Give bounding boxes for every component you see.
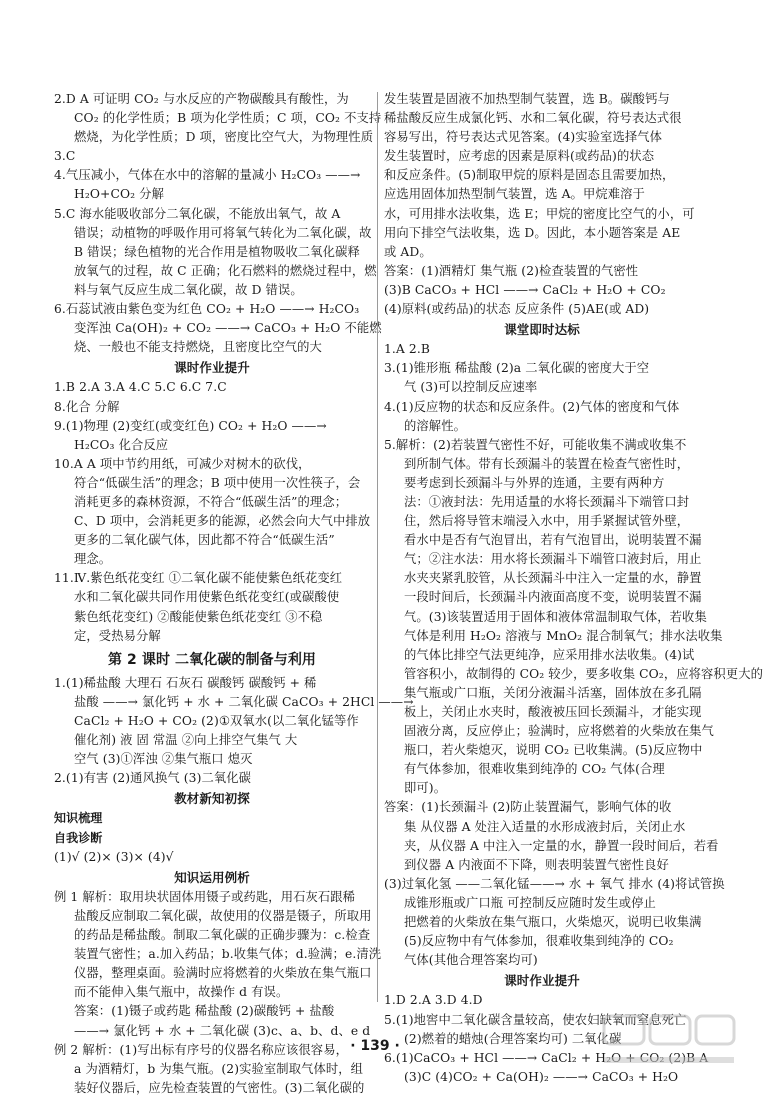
left-line: 1.(1)稀盐酸 大理石 石灰石 碳酸钙 碳酸钙 + 稀: [54, 675, 317, 690]
left-line: 水和二氧化碳共同作用使紫色纸花变红(或碳酸使: [74, 590, 340, 605]
left-line: 1.B 2.A 3.A 4.C 5.C 6.C 7.C: [54, 380, 227, 395]
right-line: 答案：(1)酒精灯 集气瓶 (2)检查装置的气密性: [384, 263, 639, 278]
right-line: 一段时间后，长颈漏斗内液面高度不变，说明装置不漏: [404, 590, 702, 605]
right-line: 发生装置时，应考虑的因素是原料(或药品)的状态: [384, 149, 655, 164]
left-line: 2.D A 可证明 CO₂ 与水反应的产物碳酸具有酸性，为: [54, 92, 349, 106]
right-line: 答案：(1)长颈漏斗 (2)防止装置漏气，影响气体的收: [384, 800, 672, 815]
right-line: 应选用固体加热型制气装置，选 A。甲烷难溶于: [384, 187, 645, 202]
left-line: 5.C 海水能吸收部分二氧化碳，不能放出氧气，故 A: [54, 206, 341, 221]
right-line: 的溶解性。: [404, 418, 466, 433]
right-line: 板上，关闭止水夹时，酸液被压回长颈漏斗，才能实现: [404, 705, 702, 719]
right-line: 固液分离，反应停止；验满时，应将燃着的火柴放在集气: [404, 724, 714, 739]
left-line: 而不能伸入集气瓶中，故操作 d 有误。: [74, 985, 289, 1000]
right-line: 成锥形瓶或广口瓶 可控制反应随时发生或停止: [404, 895, 656, 910]
left-line: 符合“低碳生活”的理念；B 项中使用一次性筷子，会: [74, 475, 361, 490]
left-line: 装置气密性；a.加入药品；b.收集气体；d.验满；e.清洗: [74, 947, 382, 962]
right-line: 集 从仪器 A 处注入适量的水形成液封后，关闭止水: [404, 819, 686, 834]
left-line: 3.C: [54, 149, 76, 164]
left-line: (1)√ (2)× (3)× (4)√: [54, 849, 174, 864]
left-line: 的药品是稀盐酸。制取二氧化碳的正确步骤为：c.检查: [74, 928, 371, 943]
left-line: 10.A A 项中节约用纸，可减少对树木的砍伐，: [54, 456, 311, 471]
right-line: 6.(1)CaCO₃ + HCl ——→ CaCl₂ + H₂O + CO₂ (2)B A: [384, 1050, 709, 1065]
right-line: 气。(3)该装置适用于固体和液体常温制取气体，若收集: [404, 609, 707, 624]
left-section-heading: 课时作业提升: [174, 360, 250, 376]
right-line: 到仪器 A 内液面不下降，则表明装置气密性良好: [404, 857, 669, 872]
left-line: 例 1 解析：取用块状固体用镊子或药匙，用石灰石跟稀: [54, 889, 356, 904]
right-line: 1.D 2.A 3.D 4.D: [384, 993, 483, 1008]
left-line: 4.气压减小，气体在水中的溶解的量减小 H₂CO₃ ——→: [54, 168, 361, 183]
right-section-heading: 课堂即时达标: [504, 322, 580, 338]
right-line: 有气体参加，很难收集到纯净的 CO₂ 气体(合理: [404, 762, 665, 777]
left-line: 定，受热易分解: [74, 628, 161, 643]
right-line: 看水中是否有气泡冒出，若有气泡冒出，说明装置不漏: [404, 533, 702, 548]
left-line: 2.(1)有害 (2)通风换气 (3)二氧化碳: [54, 771, 252, 786]
left-line: a 为酒精灯，b 为集气瓶。(2)实验室制取气体时，组: [74, 1061, 364, 1076]
right-line: 4.(1)反应物的状态和反应条件。(2)气体的密度和气体: [384, 399, 680, 414]
left-line: 盐酸 ——→ 氯化钙 + 水 + 二氧化碳 CaCO₃ + 2HCl ——→: [74, 694, 414, 709]
right-section-heading: 课时作业提升: [504, 973, 580, 989]
right-line: 瓶口，若火柴熄灭，说明 CO₂ 已收集满。(5)反应物中: [404, 743, 703, 758]
left-line: CaCl₂ + H₂O + CO₂ (2)①双氧水(以二氧化锰等作: [74, 714, 359, 728]
right-line: 水，可用排水法收集，选 E；甲烷的密度比空气的小，可: [384, 206, 695, 221]
left-line: ——→ 氯化钙 + 水 + 二氧化碳 (3)c、a、b、d、e d: [74, 1023, 371, 1038]
left-line: 空气 (3)①浑浊 ②集气瓶口 熄灭: [74, 752, 253, 767]
left-line: C、D 项中，会消耗更多的能源，必然会向大气中排放: [74, 514, 371, 529]
right-line: (4)原料(或药品)的状态 反应条件 (5)AE(或 AD): [384, 302, 650, 317]
left-line: 理念。: [74, 552, 112, 567]
left-line: CO₂ 的化学性质；B 项为化学性质；C 项，CO₂ 不支持: [74, 111, 382, 126]
left-section-heading: 教材新知初探: [174, 791, 250, 807]
left-subheading: 知识梳理: [54, 811, 103, 826]
left-line: 料与氧气反应生成二氧化碳，故 D 错误。: [74, 282, 303, 297]
right-line: 的气体比排空气法更纯净，应采用排水法收集。(4)试: [404, 647, 695, 662]
right-line: 容易写出，符号表达式见答案。(4)实验室选择气体: [384, 130, 663, 145]
left-line: 放氧气的过程，故 C 正确；化石燃料的燃烧过程中，燃: [74, 263, 377, 278]
right-column: [384, 90, 763, 1087]
right-line: 3.(1)锥形瓶 稀盐酸 (2)a 二氧化碳的密度大于空: [384, 361, 650, 376]
left-line: 紫色纸花变红) ②酸能使紫色纸花变红 ③不稳: [74, 609, 323, 624]
right-line: 用向下排空气法收集，选 D。因此，本小题答案是 AE: [384, 225, 681, 240]
right-line: 管容积小，故制得的 CO₂ 较少，要多收集 CO₂，应将容积更大的: [404, 666, 763, 681]
left-line: 烧、一般也不能支持燃烧，且密度比空气的大: [74, 340, 322, 355]
right-line: 到所制气体。带有长颈漏斗的装置在检查气密性时，: [404, 456, 690, 471]
right-line: 5.解析：(2)若装置气密性不好，可能收集不满或收集不: [384, 437, 687, 452]
right-line: 要考虑到长颈漏斗与外界的连通，主要有两种方: [404, 475, 665, 490]
right-line: 发生装置是固液不加热型制气装置，选 B。碳酸钙与: [384, 92, 670, 106]
right-line: 1.A 2.B: [384, 342, 430, 357]
right-line: 稀盐酸反应生成氯化钙、水和二氧化碳，符号表达式很: [384, 111, 682, 126]
right-line: 法：①液封法：先用适量的水将长颈漏斗下端管口封: [404, 494, 690, 509]
left-line: 催化剂) 液 固 常温 ②向上排空气集气 大: [74, 733, 298, 748]
page-number: · 139 ·: [350, 1038, 400, 1054]
left-line: 9.(1)物理 (2)变红(或变红色) CO₂ + H₂O ——→: [54, 418, 327, 433]
left-line: 盐酸反应制取二氧化碳，故使用的仪器是镊子，所取用: [74, 908, 372, 923]
left-line: 11.Ⅳ.紫色纸花变红 ①二氧化碳不能使紫色纸花变红: [54, 571, 343, 586]
column-divider: [377, 92, 378, 1002]
left-line: 例 2 解析：(1)写出标有序号的仪器名称应该很容易，: [54, 1042, 348, 1057]
left-section-heading: 知识运用例析: [174, 869, 250, 885]
right-line: 气体是利用 H₂O₂ 溶液与 MnO₂ 混合制氧气；排水法收集: [404, 628, 723, 643]
right-line: 或 AD。: [384, 244, 432, 259]
right-line: 气；②注水法：用水将长颈漏斗下端管口液封后，用止: [404, 552, 702, 567]
left-line: 变浑浊 Ca(OH)₂ + CO₂ ——→ CaCO₃ + H₂O 不能燃: [74, 321, 382, 336]
right-line: (3)C (4)CO₂ + Ca(OH)₂ ——→ CaCO₃ + H₂O: [404, 1069, 679, 1084]
left-line: 8.化合 分解: [54, 399, 120, 414]
right-line: (3)B CaCO₃ + HCl ——→ CaCl₂ + H₂O + CO₂: [384, 282, 666, 297]
left-line: 答案：(1)镊子或药匙 稀盐酸 (2)碳酸钙 + 盐酸: [74, 1004, 335, 1019]
left-line: 6.石蕊试液由紫色变为红色 CO₂ + H₂O ——→ H₂CO₃: [54, 302, 360, 317]
right-line: (5)反应物中有气体参加，很难收集到纯净的 CO₂: [404, 934, 674, 949]
right-line: 和反应条件。(5)制取甲烷的原料是固态且需要加热，: [384, 168, 675, 183]
left-lesson-title: 第 2 课时 二氧化碳的制备与利用: [107, 651, 317, 668]
right-line: 气 (3)可以控制反应速率: [404, 380, 538, 395]
left-line: H₂O+CO₂ 分解: [74, 187, 164, 202]
left-line: H₂CO₃ 化合反应: [74, 437, 169, 452]
right-line: 把燃着的火柴放在集气瓶口，火柴熄灭，说明已收集满: [404, 915, 702, 930]
left-line: 消耗更多的森林资源，不符合“低碳生活”的理念；: [74, 494, 348, 509]
watermark-logo: [600, 1012, 740, 1074]
right-line: 住，然后将导管末端浸入水中，用手紧握试管外壁，: [404, 514, 690, 529]
left-subheading: 自我诊断: [54, 830, 103, 845]
left-line: 装好仪器后，应先检查装置的气密性。(3)二氧化碳的: [74, 1080, 365, 1095]
left-line: B 错误；绿色植物的光合作用是植物吸收二氧化碳释: [74, 244, 360, 259]
left-line: 错误；动植物的呼吸作用可将氧气转化为二氧化碳，故: [74, 225, 372, 240]
right-line: 集气瓶或广口瓶，关闭分液漏斗活塞，固体放在多孔隔: [404, 685, 702, 700]
right-line: 夹，从仪器 A 中注入一定量的水，静置一段时间后，若看: [404, 838, 719, 853]
right-line: 气体(其他合理答案均可): [404, 953, 538, 968]
left-line: 仪器，整理桌面。验满时应将燃着的火柴放在集气瓶口: [74, 966, 372, 981]
left-line: 更多的二氧化碳气体，因此都不符合“低碳生活”: [74, 533, 335, 548]
right-line: 5.(1)地窖中二氧化碳含量较高，使农妇缺氧而窒息死亡: [384, 1012, 687, 1027]
right-line: (2)燃着的蜡烛(合理答案均可) 二氧化碳: [404, 1031, 622, 1046]
right-line: 即可)。: [404, 781, 447, 796]
right-line: 水夹夹紧乳胶管，从长颈漏斗中注入一定量的水，静置: [404, 571, 702, 586]
right-line: (3)过氧化氢 ——二氧化锰——→ 水 + 氧气 排水 (4)将试管换: [384, 876, 725, 891]
left-line: 燃烧，为化学性质；D 项，密度比空气大，为物理性质: [74, 130, 374, 145]
